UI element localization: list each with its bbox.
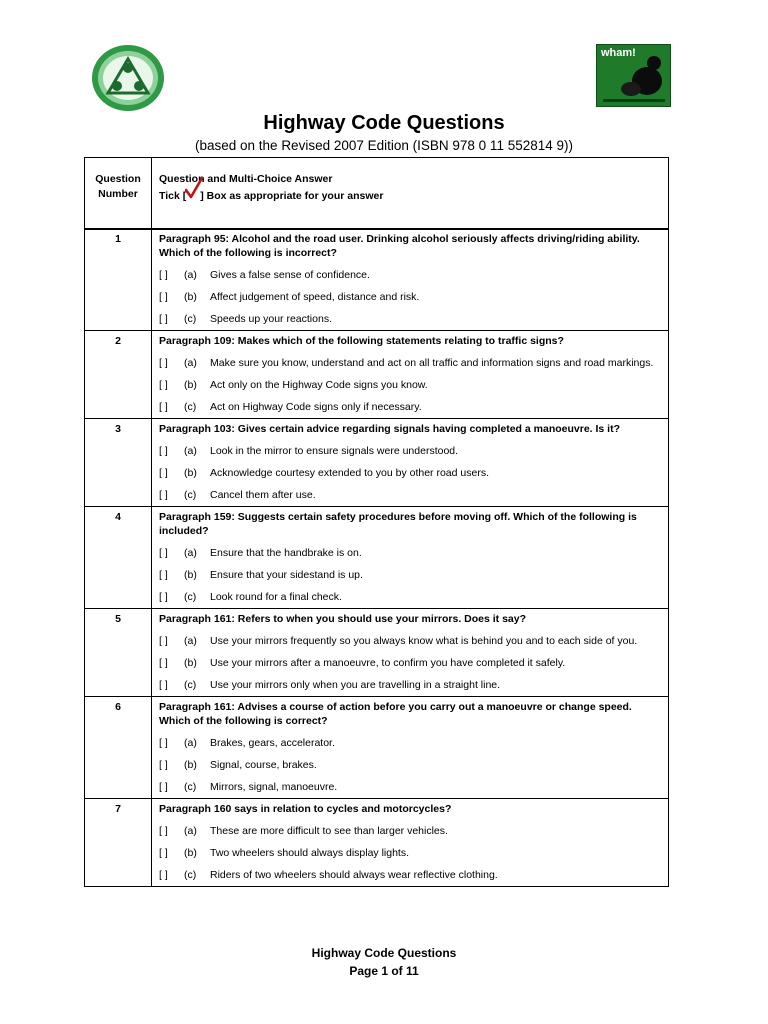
question-number-header	[85, 158, 152, 230]
answer-checkbox[interactable]: [ ]	[159, 313, 168, 325]
answer-text: Riders of two wheelers should always wear reflective clothing.	[210, 869, 498, 881]
question-body	[152, 609, 669, 697]
answer-text: Two wheelers should always display lights.	[210, 847, 410, 859]
header-question-label: Question	[95, 173, 141, 185]
answer-option	[159, 780, 662, 794]
answer-text: Brakes, gears, accelerator.	[210, 737, 335, 749]
column-header-table	[84, 157, 669, 230]
answer-text: Signal, course, brakes.	[210, 759, 317, 771]
tick-icon	[186, 187, 200, 199]
answer-text: Mirrors, signal, manoeuvre.	[210, 781, 338, 793]
answer-option	[159, 846, 662, 860]
answer-label: (c)	[184, 679, 197, 691]
answer-label: (a)	[184, 547, 197, 559]
answer-checkbox[interactable]: [ ]	[159, 569, 168, 581]
header-answer-label: Question and Multi-Choice Answer	[159, 173, 333, 185]
answer-checkbox[interactable]: [ ]	[159, 825, 168, 837]
answer-checkbox[interactable]: [ ]	[159, 847, 168, 859]
answer-label: (b)	[184, 467, 197, 479]
question-body	[152, 229, 669, 331]
answer-label: (a)	[184, 269, 197, 281]
header-number-label: Number	[98, 188, 138, 200]
question-text: Paragraph 159: Suggests certain safety procedures before moving off. Which of the following is included?	[159, 511, 637, 537]
answer-checkbox[interactable]: [ ]	[159, 467, 168, 479]
answer-text: These are more difficult to see than larger vehicles.	[210, 825, 448, 837]
question-number: 3	[85, 419, 152, 507]
answer-label: (a)	[184, 635, 197, 647]
question-text: Paragraph 160 says in relation to cycles and motorcycles?	[159, 803, 452, 815]
answer-option	[159, 378, 662, 392]
answer-checkbox[interactable]: [ ]	[159, 635, 168, 647]
answer-checkbox[interactable]: [ ]	[159, 657, 168, 669]
wham-logo	[596, 44, 671, 107]
answer-option	[159, 268, 662, 282]
question-number: 6	[85, 697, 152, 799]
tick-instruction-suffix: ] Box as appropriate for your answer	[200, 190, 384, 202]
answer-text: Acknowledge courtesy extended to you by other road users.	[210, 467, 489, 479]
answer-option	[159, 400, 662, 414]
answer-checkbox[interactable]: [ ]	[159, 759, 168, 771]
answer-checkbox[interactable]: [ ]	[159, 489, 168, 501]
answer-label: (a)	[184, 445, 197, 457]
iam-logo	[90, 43, 166, 113]
answer-text: Cancel them after use.	[210, 489, 316, 501]
answer-text: Use your mirrors after a manoeuvre, to confirm you have completed it safely.	[210, 657, 566, 669]
question-number: 2	[85, 331, 152, 419]
footer-page-number: Page 1 of 11	[349, 964, 419, 978]
question-row	[85, 331, 669, 419]
answer-text: Act on Highway Code signs only if necessary.	[210, 401, 422, 413]
answer-option	[159, 356, 662, 370]
answer-option	[159, 678, 662, 692]
answer-label: (a)	[184, 825, 197, 837]
answer-label: (b)	[184, 759, 197, 771]
footer-title: Highway Code Questions	[311, 946, 457, 960]
answer-option	[159, 824, 662, 838]
answer-text: Ensure that the handbrake is on.	[210, 547, 362, 559]
question-row	[85, 799, 669, 887]
question-text: Paragraph 109: Makes which of the following statements relating to traffic signs?	[159, 335, 564, 347]
questions-table	[84, 228, 669, 887]
answer-label: (c)	[184, 489, 197, 501]
answer-option	[159, 656, 662, 670]
answer-checkbox[interactable]: [ ]	[159, 737, 168, 749]
answer-label: (b)	[184, 379, 197, 391]
question-row	[85, 229, 669, 331]
answer-checkbox[interactable]: [ ]	[159, 547, 168, 559]
page-title: Highway Code Questions	[263, 112, 505, 134]
answer-text: Ensure that your sidestand is up.	[210, 569, 363, 581]
question-text: Paragraph 103: Gives certain advice regarding signals having completed a manoeuvre. Is it?	[159, 423, 621, 435]
answer-checkbox[interactable]: [ ]	[159, 869, 168, 881]
answer-label: (c)	[184, 869, 197, 881]
question-row	[85, 419, 669, 507]
answer-label: (a)	[184, 737, 197, 749]
answer-checkbox[interactable]: [ ]	[159, 401, 168, 413]
answer-text: Look round for a final check.	[210, 591, 342, 603]
answer-option	[159, 466, 662, 480]
question-number: 5	[85, 609, 152, 697]
answer-label: (c)	[184, 401, 197, 413]
answer-label: (b)	[184, 847, 197, 859]
answer-text: Use your mirrors only when you are travelling in a straight line.	[210, 679, 501, 691]
question-number: 4	[85, 507, 152, 609]
question-body	[152, 331, 669, 419]
answer-label: (a)	[184, 357, 197, 369]
answer-label: (b)	[184, 657, 197, 669]
answer-checkbox[interactable]: [ ]	[159, 781, 168, 793]
wham-logo-text: wham!	[601, 47, 636, 59]
answer-label: (b)	[184, 291, 197, 303]
answer-checkbox[interactable]: [ ]	[159, 269, 168, 281]
question-number: 1	[85, 229, 152, 331]
answer-text: Affect judgement of speed, distance and risk.	[210, 291, 420, 303]
answer-text: Act only on the Highway Code signs you know.	[210, 379, 428, 391]
answer-option	[159, 290, 662, 304]
answer-text: Speeds up your reactions.	[210, 313, 332, 325]
answer-option	[159, 488, 662, 502]
answer-option	[159, 590, 662, 604]
question-body	[152, 697, 669, 799]
answer-option	[159, 444, 662, 458]
question-text: Paragraph 161: Advises a course of action before you carry out a manoeuvre or change speed. Which of the following is correct?	[159, 701, 632, 727]
answer-option	[159, 736, 662, 750]
answer-option	[159, 868, 662, 882]
answer-option	[159, 758, 662, 772]
answer-text: Gives a false sense of confidence.	[210, 269, 370, 281]
question-number: 7	[85, 799, 152, 887]
answer-label: (c)	[184, 591, 197, 603]
answer-checkbox[interactable]: [ ]	[159, 445, 168, 457]
answer-label: (b)	[184, 569, 197, 581]
tick-instruction-prefix: Tick [	[159, 190, 187, 202]
answer-option	[159, 634, 662, 648]
answer-option	[159, 568, 662, 582]
answer-checkbox[interactable]: [ ]	[159, 379, 168, 391]
page-subtitle: (based on the Revised 2007 Edition (ISBN 978 0 11 552814 9))	[195, 138, 573, 153]
question-text: Paragraph 161: Refers to when you should use your mirrors. Does it say?	[159, 613, 527, 625]
answer-checkbox[interactable]: [ ]	[159, 291, 168, 303]
answer-checkbox[interactable]: [ ]	[159, 357, 168, 369]
answer-label: (c)	[184, 313, 197, 325]
question-row	[85, 507, 669, 609]
answer-text: Use your mirrors frequently so you always know what is behind you and to each side of you.	[210, 635, 638, 647]
question-body	[152, 419, 669, 507]
answer-checkbox[interactable]: [ ]	[159, 679, 168, 691]
answer-label: (c)	[184, 781, 197, 793]
question-body	[152, 507, 669, 609]
question-row	[85, 609, 669, 697]
answer-header	[152, 158, 669, 230]
answer-text: Make sure you know, understand and act on all traffic and information signs and road markings.	[210, 357, 654, 369]
question-body	[152, 799, 669, 887]
answer-text: Look in the mirror to ensure signals were understood.	[210, 445, 459, 457]
answer-option	[159, 546, 662, 560]
question-text: Paragraph 95: Alcohol and the road user. Drinking alcohol seriously affects driving/riding ability. Which of the following is incorrect?	[159, 233, 640, 259]
answer-option	[159, 312, 662, 326]
answer-checkbox[interactable]: [ ]	[159, 591, 168, 603]
question-row	[85, 697, 669, 799]
